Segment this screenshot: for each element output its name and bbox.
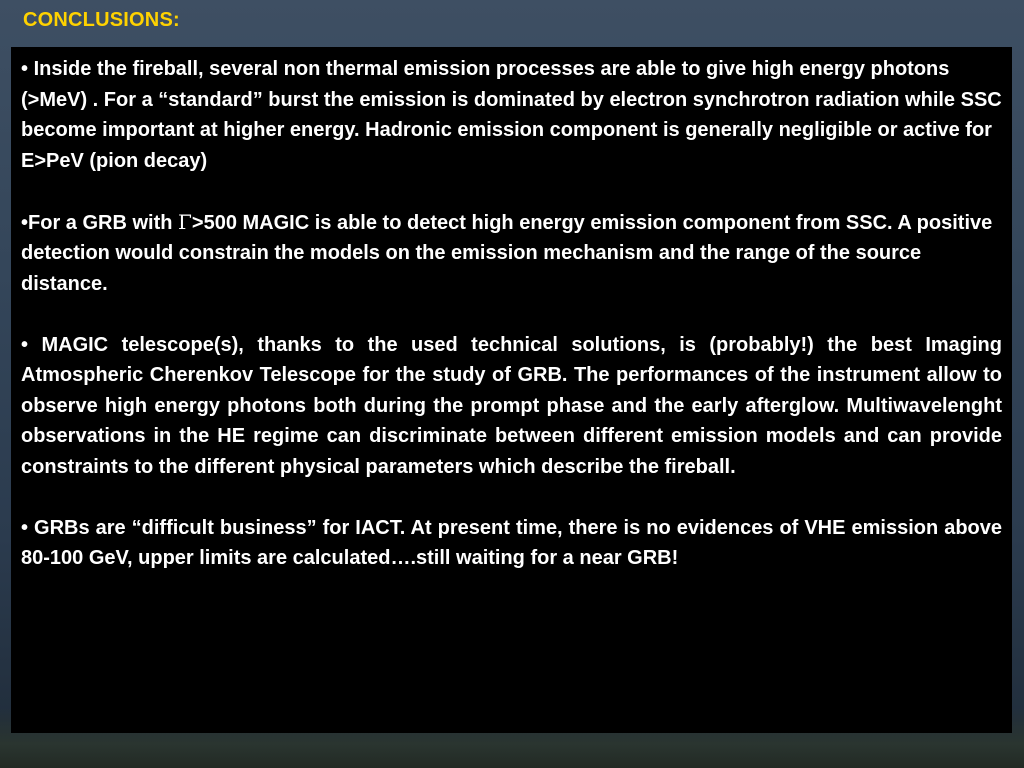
bullet-item-3 (21, 330, 1002, 483)
bullet-text: MAGIC telescope(s), thanks to the used technical solutions, is (probably!) the best Imaging Atmospheric Cherenkov Telescope for the study of GRB. The performances of the instrument allow to observe high energy photons both during the prompt phase and the early afterglow. Multiwavelenght observations in the HE regime can discriminate between different emission models and can provide constraints to the different physical parameters which describe the fireball. (21, 333, 1002, 478)
bullet-text-after: >500 MAGIC is able to detect high energy emission component from SSC. A positive detection would constrain the models on the emission mechanism and the range of the source distance. (21, 211, 993, 295)
bullet-text: Inside the fireball, several non thermal emission processes are able to give high energy photons (>MeV) . For a “standard” burst the emission is dominated by electron synchrotron radiation while SSC become important at higher energy. Hadronic emission component is generally negligible or active for E>PeV (pion decay) (21, 58, 1002, 172)
conclusions-box (11, 47, 1012, 733)
bullet-marker: • (21, 333, 42, 356)
bullet-item-1 (21, 54, 1002, 176)
bullet-item-2 (21, 207, 1002, 300)
bullet-marker: • (21, 516, 35, 539)
bullet-text-before: For a GRB with (28, 211, 179, 234)
gamma-symbol: Γ (178, 209, 192, 234)
bullet-marker: • (21, 211, 29, 234)
bullet-item-4 (21, 513, 1002, 574)
bullet-text: GRBs are “difficult business” for IACT. At present time, there is no evidences of VHE emission above 80-100 GeV, upper limits are calculated….still waiting for a near GRB! (21, 516, 1003, 569)
slide-title: CONCLUSIONS: (23, 9, 180, 31)
bullet-marker: • (21, 58, 34, 80)
